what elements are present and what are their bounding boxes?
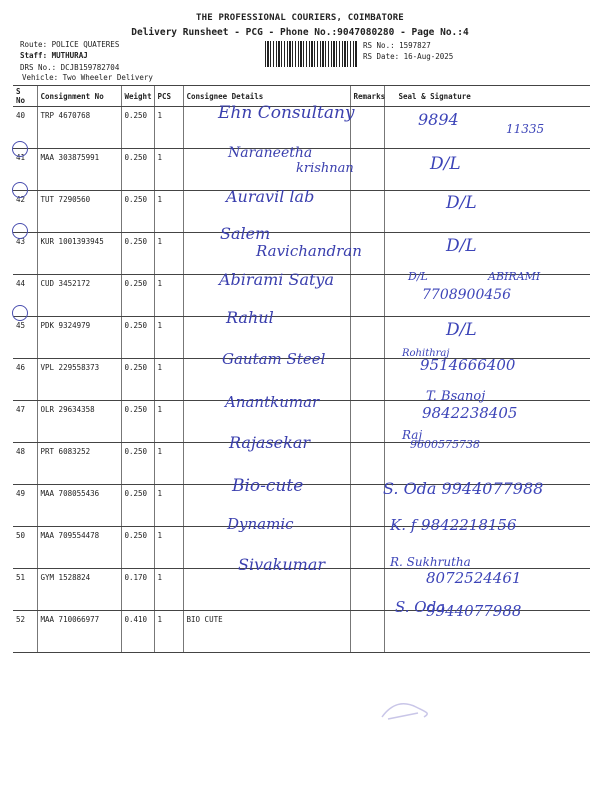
handwritten-signature: 8072524461 [426,569,522,587]
handwritten-signature: 11335 [506,122,545,136]
cell-pcs: 1 [154,107,183,149]
cell-weight: 0.250 [121,317,154,359]
cell-sno: 42 [13,191,37,233]
pen-scribble [378,695,433,723]
cell-weight: 0.250 [121,443,154,485]
cell-sno: 52 [13,611,37,653]
cell-remarks [350,191,384,233]
cell-pcs: 1 [154,275,183,317]
cell-weight: 0.410 [121,611,154,653]
cell-pcs: 1 [154,611,183,653]
cell-consignment: MAA 710066977 [37,611,121,653]
handwritten-signature: R. Sukhrutha [390,555,471,569]
cell-consignment: PRT 6083252 [37,443,121,485]
handwritten-signature: Raj [402,428,423,442]
cell-remarks [350,611,384,653]
cell-sno: 49 [13,485,37,527]
cell-weight: 0.250 [121,191,154,233]
cell-sno: 40 [13,107,37,149]
handwritten-name: Abirami Satya [219,270,334,289]
rs-date: RS Date: 16-Aug-2025 [363,52,454,61]
col-header-remarks: Remarks [350,86,384,107]
cell-remarks [350,569,384,611]
cell-remarks [350,317,384,359]
handwritten-name: Rajasekar [229,433,311,452]
handwritten-name: Dynamic [227,515,294,533]
handwritten-name: krishnan [296,161,354,176]
cell-consignment: VPL 229558373 [37,359,121,401]
handwritten-signature: 9600575738 [410,438,480,451]
col-header-weight: Weight [121,86,154,107]
cell-weight: 0.250 [121,359,154,401]
cell-pcs: 1 [154,359,183,401]
rs-number: RS No.: 1597827 [363,41,431,50]
cell-consignment: MAA 708055436 [37,485,121,527]
handwritten-name: Salem [220,224,271,243]
cell-weight: 0.250 [121,401,154,443]
handwritten-name: Auravil lab [226,187,315,206]
cell-consignment: GYM 1528824 [37,569,121,611]
handwritten-name: Ravichandran [256,242,362,260]
route-label: Route: POLICE QUATERES [20,40,120,49]
cell-pcs: 1 [154,443,183,485]
handwritten-signature: 7708900456 [422,287,512,303]
cell-sno: 46 [13,359,37,401]
cell-consignment: OLR 29634358 [37,401,121,443]
handwritten-name: Ehn Consultany [218,103,355,123]
handwritten-signature: K. f 9842218156 [390,516,517,534]
barcode [265,41,357,67]
cell-sno: 51 [13,569,37,611]
cell-weight: 0.250 [121,107,154,149]
cell-weight: 0.250 [121,275,154,317]
check-mark-circle [12,141,28,157]
cell-sno: 44 [13,275,37,317]
cell-weight: 0.170 [121,569,154,611]
cell-remarks [350,275,384,317]
cell-pcs: 1 [154,149,183,191]
handwritten-signature: D/L [430,154,461,174]
handwritten-name: Anantkumar [225,393,320,411]
handwritten-signature: D/L [408,270,428,283]
document-title: THE PROFESSIONAL COURIERS, COIMBATORE [196,13,404,23]
check-mark-circle [12,182,28,198]
check-mark-circle [12,223,28,239]
handwritten-signature: D/L [446,193,477,213]
handwritten-name: Naraneetha [228,145,313,161]
cell-pcs: 1 [154,233,183,275]
cell-consignment: MAA 303875991 [37,149,121,191]
cell-sno: 47 [13,401,37,443]
cell-seal [384,233,590,275]
handwritten-signature: 9842238405 [422,404,518,422]
col-header-consignment: Consignment No [37,86,121,107]
cell-weight: 0.250 [121,149,154,191]
cell-remarks [350,401,384,443]
cell-sno: 43 [13,233,37,275]
cell-remarks [350,107,384,149]
cell-consignment: PDK 9324979 [37,317,121,359]
handwritten-name: Rahul [226,308,274,327]
cell-seal [384,107,590,149]
cell-sno: 45 [13,317,37,359]
cell-remarks [350,443,384,485]
check-mark-circle [12,305,28,321]
handwritten-name: Bio-cute [232,476,304,496]
handwritten-signature: D/L [446,320,477,340]
cell-seal [384,191,590,233]
cell-remarks [350,359,384,401]
cell-consignment: CUD 3452172 [37,275,121,317]
handwritten-signature: S. Oda 9944077988 [383,479,544,498]
handwritten-signature: Rohithraj [402,348,450,359]
cell-weight: 0.250 [121,527,154,569]
col-header-consignee: Consignee Details [183,86,350,107]
cell-details [183,569,350,611]
handwritten-name: Gautam Steel [222,350,326,368]
handwritten-signature: 9894 [418,110,459,129]
cell-consignment: KUR 1001393945 [37,233,121,275]
handwritten-signature: S. Oda [395,598,446,616]
col-header-sno: S No [13,86,37,107]
cell-details: BIO CUTE [183,611,350,653]
handwritten-name: Sivakumar [238,555,326,574]
col-header-pcs: PCS [154,86,183,107]
cell-weight: 0.250 [121,233,154,275]
cell-seal [384,149,590,191]
cell-pcs: 1 [154,401,183,443]
cell-sno: 48 [13,443,37,485]
cell-weight: 0.250 [121,485,154,527]
document-subtitle: Delivery Runsheet - PCG - Phone No.:9047080280 - Page No.:4 [131,27,469,38]
handwritten-signature: ABIRAMI [488,270,541,283]
cell-consignment: MAA 709554478 [37,527,121,569]
vehicle-label: Vehicle: Two Wheeler Delivery [22,73,153,82]
cell-pcs: 1 [154,317,183,359]
handwritten-signature: 9514666400 [420,356,516,374]
cell-sno: 41 [13,149,37,191]
cell-sno: 50 [13,527,37,569]
cell-pcs: 1 [154,191,183,233]
handwritten-signature: 9944077988 [426,602,522,620]
cell-remarks [350,149,384,191]
col-header-seal: Seal & Signature [384,86,590,107]
staff-label: Staff: MUTHURAJ [20,51,88,60]
cell-pcs: 1 [154,569,183,611]
cell-pcs: 1 [154,527,183,569]
handwritten-signature: T. Bsanoj [426,389,486,404]
cell-remarks [350,527,384,569]
drs-number: DRS No.: DCJB159782704 [20,63,120,72]
cell-consignment: TUT 7290560 [37,191,121,233]
cell-remarks [350,485,384,527]
cell-consignment: TRP 4670768 [37,107,121,149]
cell-pcs: 1 [154,485,183,527]
handwritten-signature: D/L [446,236,477,256]
